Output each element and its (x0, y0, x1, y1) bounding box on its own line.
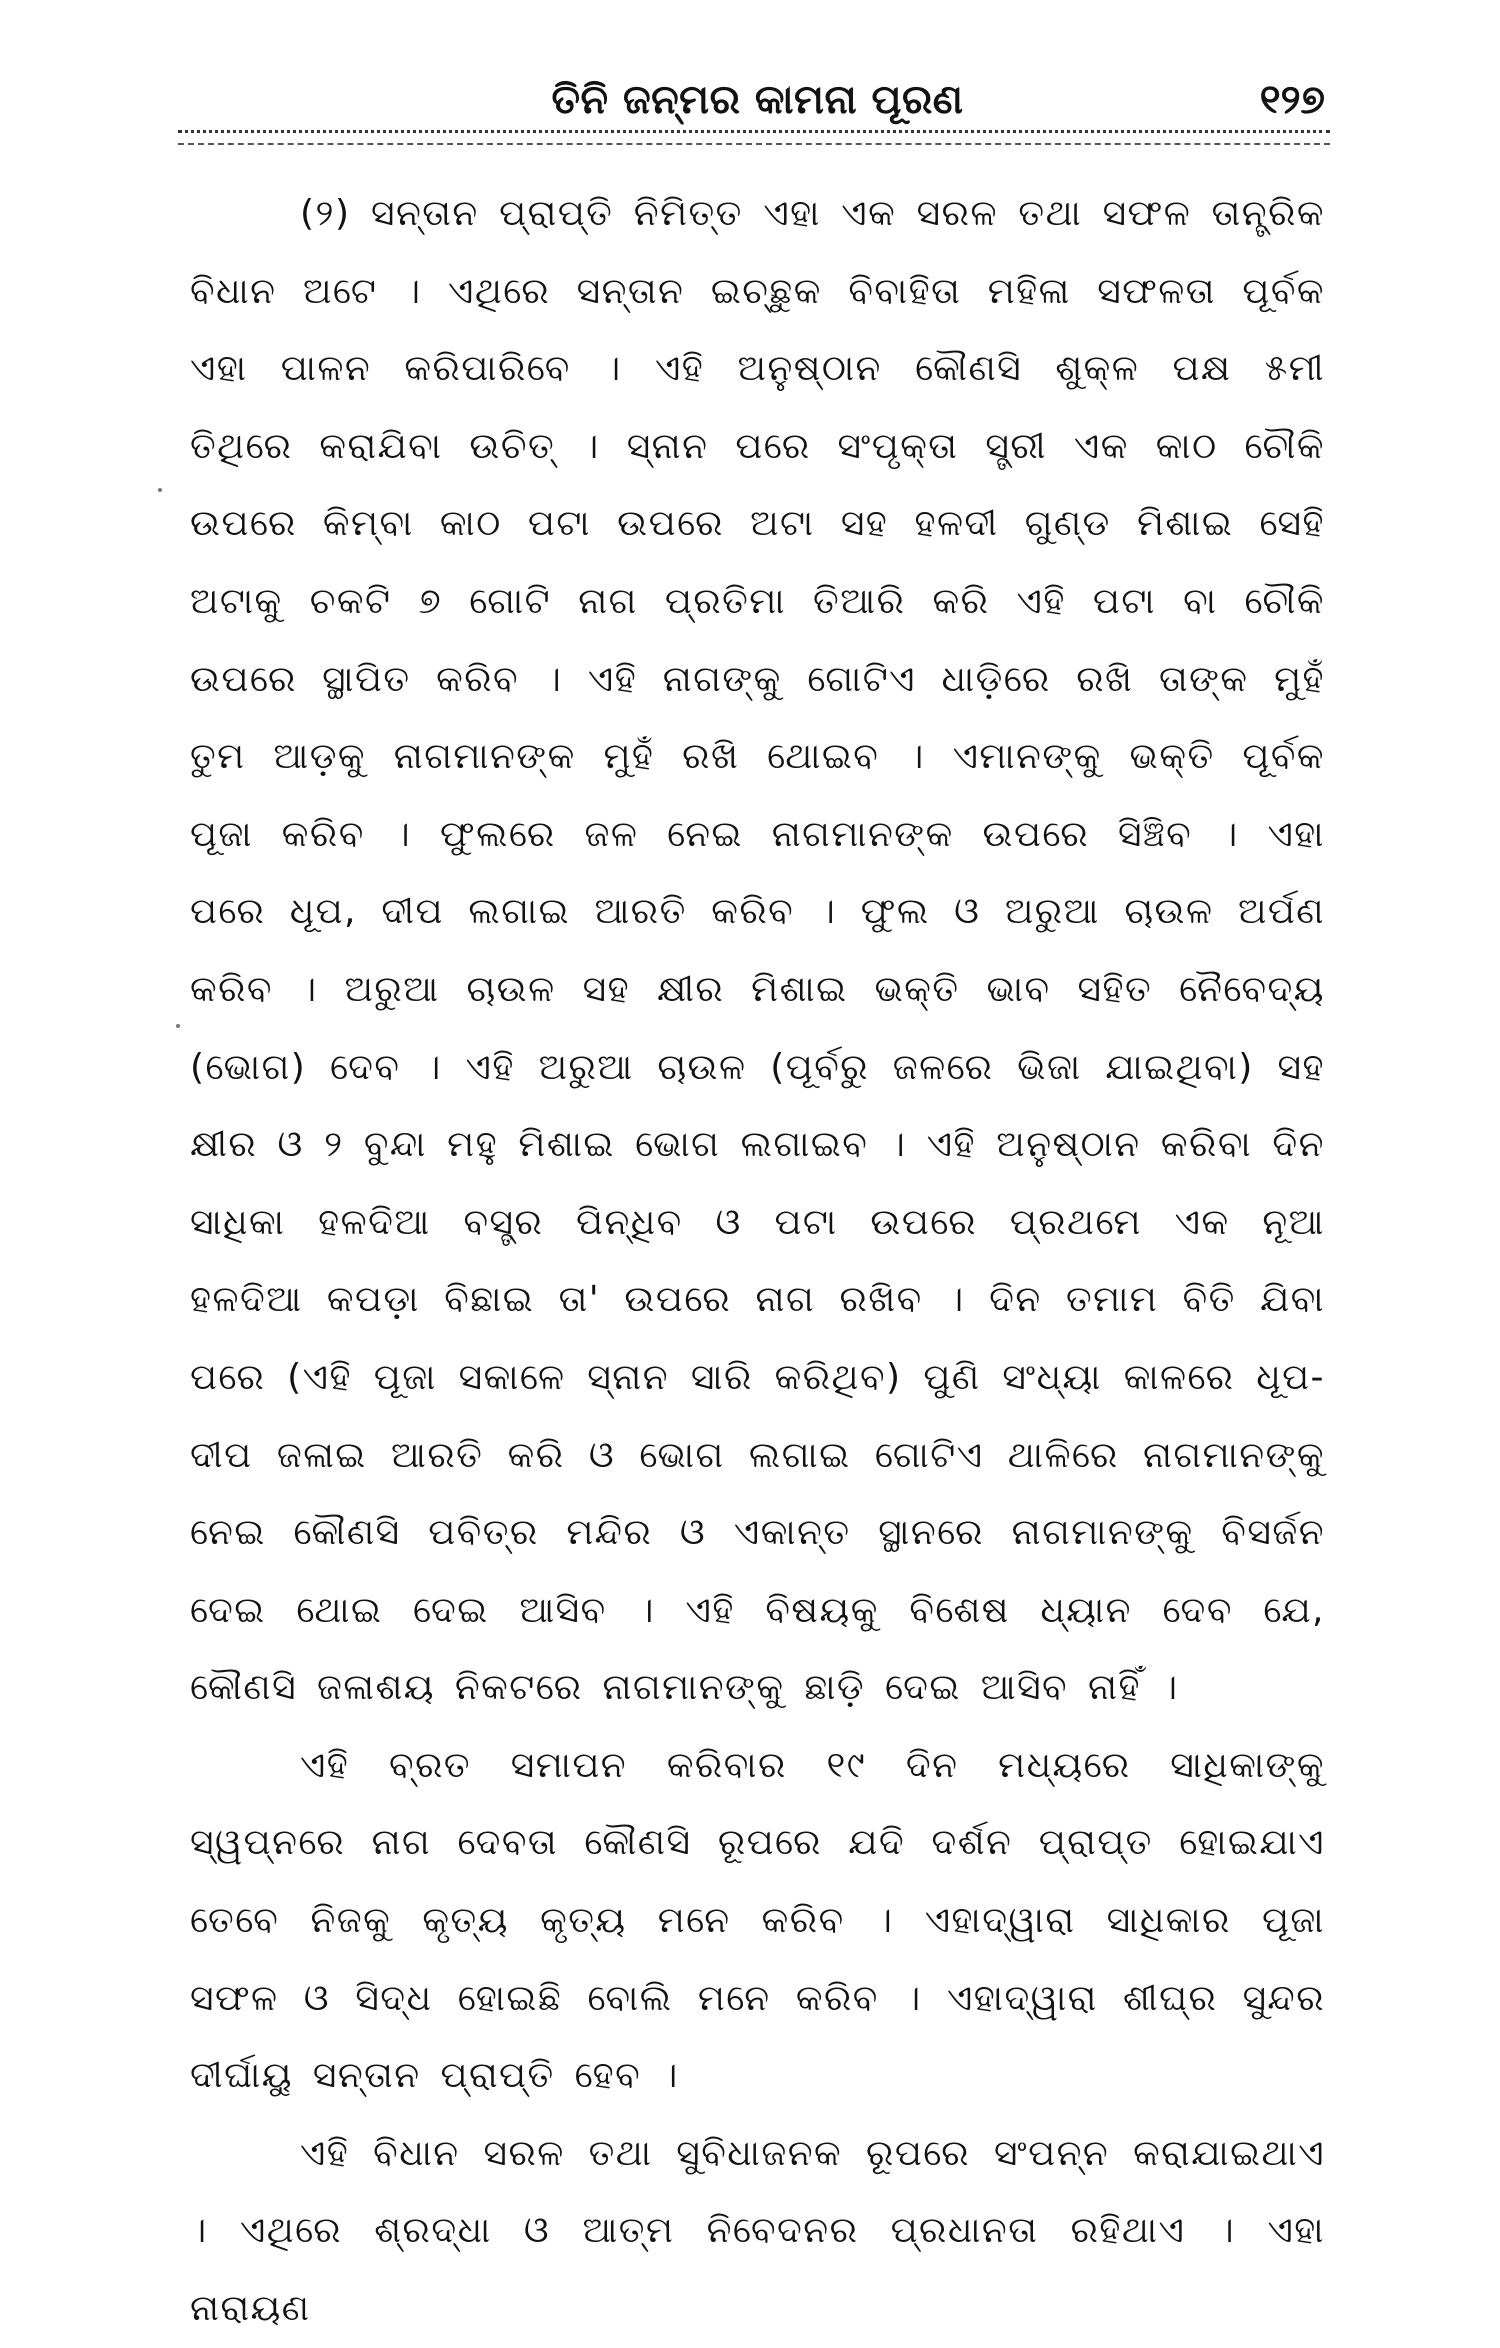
header-rule (178, 130, 1330, 145)
paragraph-3: ଏହି ବିଧାନ ସରଳ ତଥା ସୁବିଧାଜନକ ରୂପରେ ସଂପନ୍ନ କରାଯାଇଥାଏ । ଏଥିରେ ଶ୍ରଦ୍ଧା ଓ ଆତ୍ମ ନିବେଦନର ପ୍ରଧାନତା ରହିଥାଏ । ଏହା ନାରାୟଣ (190, 2132, 1325, 2330)
running-title: ତିନି ଜନ୍ମର କାମନା ପୂରଣ (551, 77, 964, 123)
page-header (190, 72, 1325, 132)
paragraph-2: ଏହି ବ୍ରତ ସମାପନ କରିବାର ୧୯ ଦିନ ମଧ୍ୟରେ ସାଧିକାଙ୍କୁ ସ୍ୱପ୍ନରେ ନାଗ ଦେବତା କୌଣସି ରୂପରେ ଯଦି ଦର୍ଶନ ପ୍ରାପ୍ତ ହୋଇଯାଏ ତେବେ ନିଜକୁ କୃତ୍ୟ କୃତ୍ୟ ମନେ କରିବ । ଏହାଦ୍ୱାରା ସାଧିକାର ପୂଜା ସଫଳ ଓ ସିଦ୍ଧ ହୋଇଛି ବୋଲି ମନେ କରିବ । ଏହାଦ୍ୱାରା ଶୀଘ୍ର ସୁନ୍ଦର ଦୀର୍ଘାୟୁ ସନ୍ତାନ ପ୍ରାପ୍ତି ହେବ । (190, 1744, 1325, 2097)
paragraph-1: (୨) ସନ୍ତାନ ପ୍ରାପ୍ତି ନିମିତ୍ତ ଏହା ଏକ ସରଳ ତଥା ସଫଳ ତାନ୍ତ୍ରିକ ବିଧାନ ଅଟେ । ଏଥିରେ ସନ୍ତାନ ଇଚ୍ଛୁକ ବିବାହିତା ମହିଳା ସଫଳତା ପୂର୍ବକ ଏହା ପାଳନ କରିପାରିବେ । ଏହି ଅନୁଷ୍ଠାନ କୌଣସି ଶୁକ୍ଳ ପକ୍ଷ ୫ମୀ ତିଥିରେ କରାଯିବା ଉଚିତ୍ । ସ୍ନାନ ପରେ ସଂପୃକ୍ତା ସ୍ତ୍ରୀ ଏକ କାଠ ଚୌକି ଉପରେ କିମ୍ବା କାଠ ପଟା ଉପରେ ଅଟା ସହ ହଳଦୀ ଗୁଣ୍ଡ ମିଶାଇ ସେହି ଅଟାକୁ ଚକଟି ୭ ଗୋଟି ନାଗ ପ୍ରତିମା ତିଆରି କରି ଏହି ପଟା ବା ଚୌକି ଉପରେ ସ୍ଥାପିତ କରିବ । ଏହି ନାଗଙ୍କୁ ଗୋଟିଏ ଧାଡ଼ିରେ ରଖି ତାଙ୍କ ମୁହଁ ତୁମ ଆଡ଼କୁ ନାଗମାନଙ୍କ ମୁହଁ ରଖି ଥୋଇବ । ଏମାନଙ୍କୁ ଭକ୍ତି ପୂର୍ବକ ପୂଜା କରିବ । ଫୁଲରେ ଜଳ ନେଇ ନାଗମାନଙ୍କ ଉପରେ ସିଞ୍ଚିବ । ଏହା ପରେ ଧୂପ, ଦୀପ ଲଗାଇ ଆରତି କରିବ । ଫୁଲ ଓ ଅରୁଆ ଚାଉଳ ଅର୍ପଣ କରିବ । ଅରୁଆ ଚାଉଳ ସହ କ୍ଷୀର ମିଶାଇ ଭକ୍ତି ଭାବ ସହିତ ନୈବେଦ୍ୟ (ଭୋଗ) ଦେବ । ଏହି ଅରୁଆ ଚାଉଳ (ପୂର୍ବରୁ ଜଳରେ ଭିଜା ଯାଇଥିବା) ସହ କ୍ଷୀର ଓ ୨ ବୁନ୍ଦା ମହୁ ମିଶାଇ ଭୋଗ ଲଗାଇବ । ଏହି ଅନୁଷ୍ଠାନ କରିବା ଦିନ ସାଧିକା ହଳଦିଆ ବସ୍ତ୍ର ପିନ୍ଧିବ ଓ ପଟା ଉପରେ ପ୍ରଥମେ ଏକ ନୂଆ ହଳଦିଆ କପଡ଼ା ବିଛାଇ ତା' ଉପରେ ନାଗ ରଖିବ । ଦିନ ତମାମ ବିତି ଯିବା ପରେ (ଏହି ପୂଜା ସକାଳେ ସ୍ନାନ ସାରି କରିଥିବ) ପୁଣି ସଂଧ୍ୟା କାଳରେ ଧୂପ-ଦୀପ ଜଳାଇ ଆରତି କରି ଓ ଭୋଗ ଲଗାଇ ଗୋଟିଏ ଥାଳିରେ ନାଗମାନଙ୍କୁ ନେଇ କୌଣସି ପବିତ୍ର ମନ୍ଦିର ଓ ଏକାନ୍ତ ସ୍ଥାନରେ ନାଗମାନଙ୍କୁ ବିସର୍ଜନ ଦେଇ ଥୋଇ ଦେଇ ଆସିବ । ଏହି ବିଷୟକୁ ବିଶେଷ ଧ୍ୟାନ ଦେବ ଯେ, କୌଣସି ଜଳାଶୟ ନିକଟରେ ନାଗମାନଙ୍କୁ ଛାଡ଼ି ଦେଇ ଆସିବ ନାହିଁ । (190, 193, 1325, 1709)
scan-speck (176, 1024, 180, 1028)
scan-speck (158, 488, 162, 492)
body-text (190, 175, 1325, 2348)
page-number: ୧୨୭ (1259, 77, 1325, 123)
